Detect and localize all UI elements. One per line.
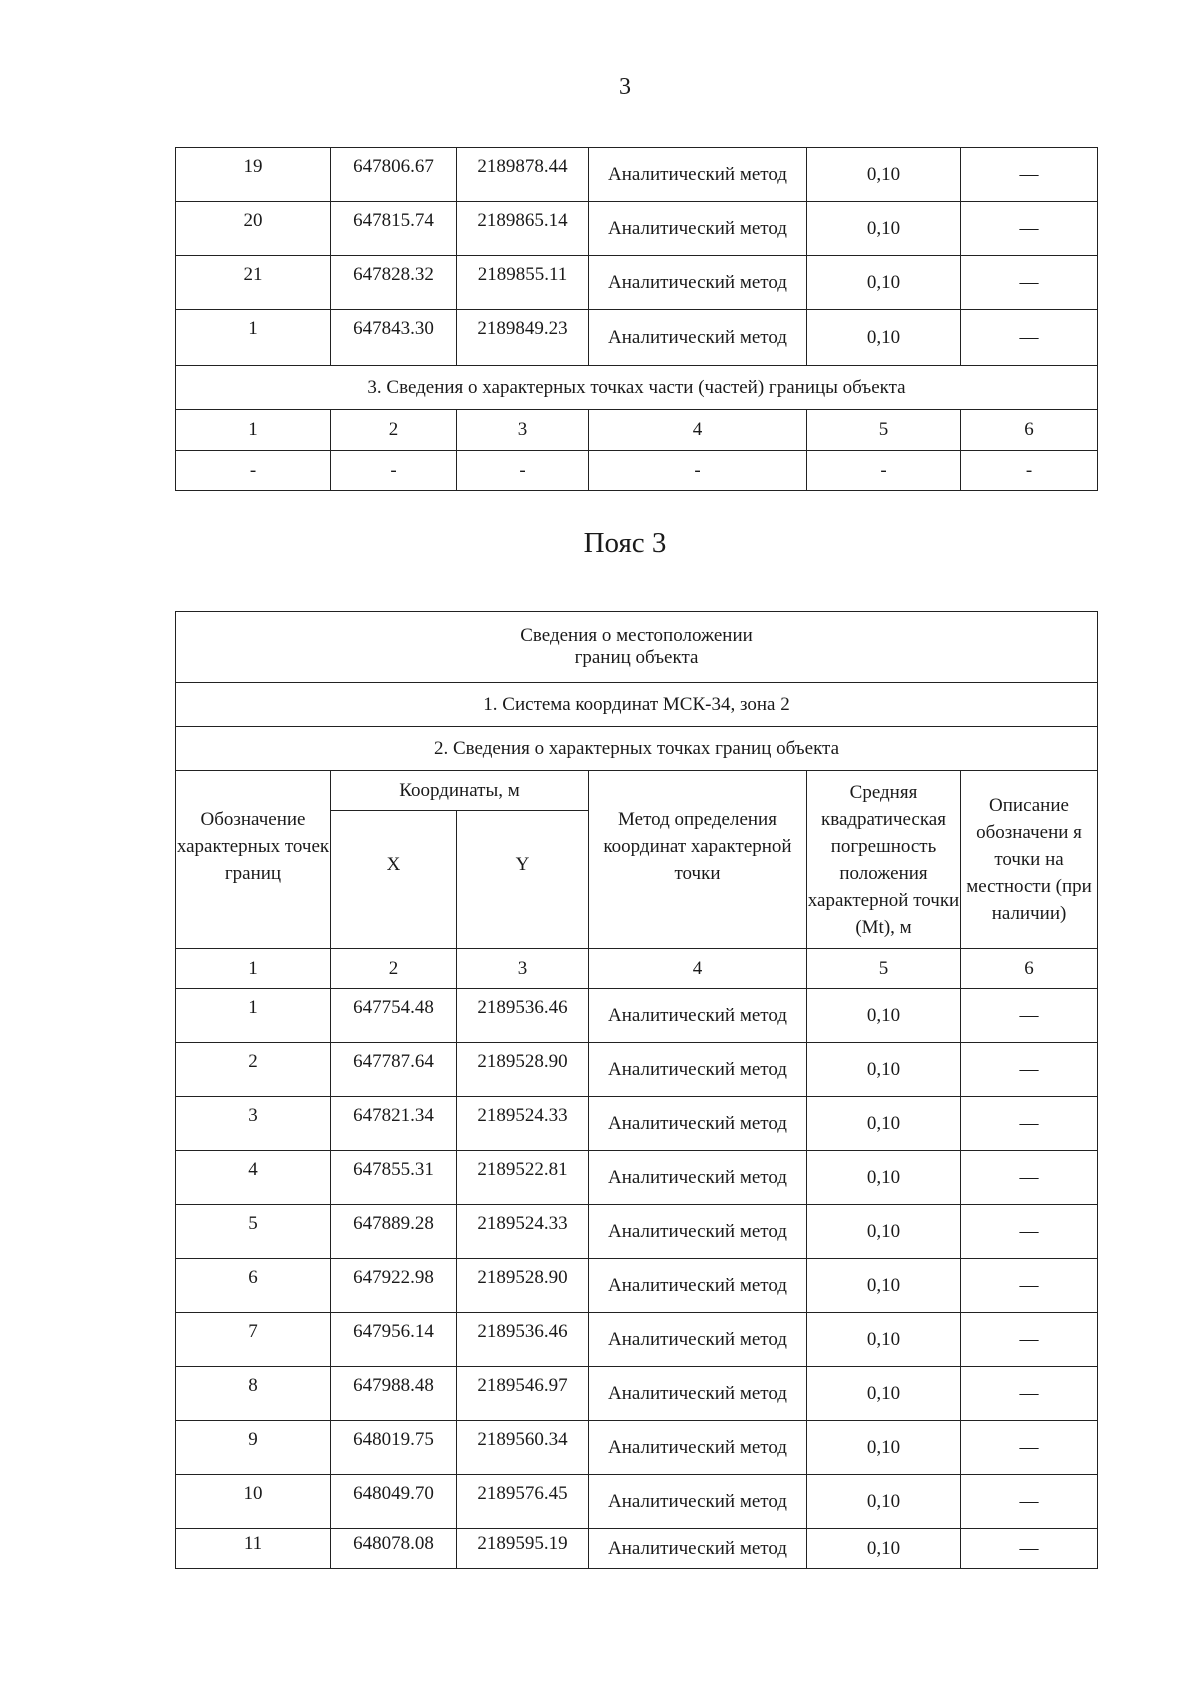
point-cell: 6 — [176, 1259, 331, 1313]
x-cell: 647956.14 — [331, 1313, 457, 1367]
point-cell: 10 — [176, 1475, 331, 1529]
y-cell: 2189595.19 — [457, 1529, 589, 1569]
x-cell: 648019.75 — [331, 1421, 457, 1475]
table-row — [176, 1097, 1098, 1151]
mt-cell: 0,10 — [807, 1097, 961, 1151]
header-coordinates: Координаты, м — [331, 771, 589, 811]
table-row — [176, 256, 1098, 310]
desc-cell: — — [961, 1313, 1098, 1367]
point-cell: 2 — [176, 1043, 331, 1097]
mt-cell: 0,10 — [807, 148, 961, 202]
mt-cell: 0,10 — [807, 202, 961, 256]
point-cell: 21 — [176, 256, 331, 310]
method-cell: Аналитический метод — [589, 1205, 807, 1259]
header-description: Описание обозначени я точки на местности (при наличии) — [961, 771, 1098, 949]
mt-cell: 0,10 — [807, 1043, 961, 1097]
point-cell: 7 — [176, 1313, 331, 1367]
mt-cell: 0,10 — [807, 310, 961, 366]
x-cell: 647843.30 — [331, 310, 457, 366]
table-row — [176, 148, 1098, 202]
desc-cell: — — [961, 1475, 1098, 1529]
coord-system: 1. Система координат МСК-34, зона 2 — [176, 683, 1098, 727]
method-cell: Аналитический метод — [589, 148, 807, 202]
desc-cell: — — [961, 202, 1098, 256]
empty-cell: - — [961, 451, 1098, 491]
x-cell: 647855.31 — [331, 1151, 457, 1205]
x-cell: 647889.28 — [331, 1205, 457, 1259]
method-cell: Аналитический метод — [589, 1367, 807, 1421]
table-row — [176, 1205, 1098, 1259]
y-cell: 2189878.44 — [457, 148, 589, 202]
section-heading: Пояс 3 — [583, 527, 667, 559]
mt-cell: 0,10 — [807, 1313, 961, 1367]
x-cell: 647787.64 — [331, 1043, 457, 1097]
x-cell: 647922.98 — [331, 1259, 457, 1313]
desc-cell: — — [961, 1259, 1098, 1313]
mt-cell: 0,10 — [807, 1421, 961, 1475]
table-title-line1: Сведения о местоположении — [520, 625, 753, 646]
method-cell: Аналитический метод — [589, 1421, 807, 1475]
part-section-title: 3. Сведения о характерных точках части (частей) границы объекта — [176, 366, 1098, 410]
y-cell: 2189536.46 — [457, 1313, 589, 1367]
table-row — [176, 310, 1098, 366]
y-cell: 2189536.46 — [457, 989, 589, 1043]
empty-cell: - — [457, 451, 589, 491]
column-number: 2 — [331, 410, 457, 451]
points-section-title: 2. Сведения о характерных точках границ объекта — [176, 727, 1098, 771]
mt-cell: 0,10 — [807, 1259, 961, 1313]
desc-cell: — — [961, 1151, 1098, 1205]
mt-cell: 0,10 — [807, 1205, 961, 1259]
point-cell: 3 — [176, 1097, 331, 1151]
method-cell: Аналитический метод — [589, 989, 807, 1043]
y-cell: 2189560.34 — [457, 1421, 589, 1475]
table-row — [176, 1367, 1098, 1421]
column-number: 3 — [457, 949, 589, 989]
y-cell: 2189855.11 — [457, 256, 589, 310]
table-row — [176, 1259, 1098, 1313]
table-title-line2: границ объекта — [574, 647, 699, 668]
x-cell: 647815.74 — [331, 202, 457, 256]
method-cell: Аналитический метод — [589, 1529, 807, 1569]
x-cell: 648078.08 — [331, 1529, 457, 1569]
table-row — [176, 989, 1098, 1043]
method-cell: Аналитический метод — [589, 1097, 807, 1151]
column-number-row — [176, 949, 1098, 989]
column-number: 6 — [961, 949, 1098, 989]
header-mt: Средняя квадратическая погрешность положения характерной точки (Mt), м — [807, 771, 961, 949]
empty-row — [176, 451, 1098, 491]
mt-cell: 0,10 — [807, 1475, 961, 1529]
y-cell: 2189546.97 — [457, 1367, 589, 1421]
empty-cell: - — [176, 451, 331, 491]
method-cell: Аналитический метод — [589, 256, 807, 310]
header-y: Y — [457, 811, 589, 949]
method-cell: Аналитический метод — [589, 202, 807, 256]
table-row — [176, 1475, 1098, 1529]
method-cell: Аналитический метод — [589, 1313, 807, 1367]
desc-cell: — — [961, 1043, 1098, 1097]
point-cell: 9 — [176, 1421, 331, 1475]
mt-cell: 0,10 — [807, 1151, 961, 1205]
table-row — [176, 1421, 1098, 1475]
mt-cell: 0,10 — [807, 1529, 961, 1569]
point-cell: 1 — [176, 310, 331, 366]
point-cell: 11 — [176, 1529, 331, 1569]
method-cell: Аналитический метод — [589, 1259, 807, 1313]
table-row — [176, 1151, 1098, 1205]
desc-cell: — — [961, 1421, 1098, 1475]
y-cell: 2189849.23 — [457, 310, 589, 366]
table-title — [176, 612, 1098, 683]
desc-cell: — — [961, 1097, 1098, 1151]
method-cell: Аналитический метод — [589, 1151, 807, 1205]
boundary-points-table-continued — [175, 147, 1098, 491]
desc-cell: — — [961, 1367, 1098, 1421]
y-cell: 2189865.14 — [457, 202, 589, 256]
point-cell: 5 — [176, 1205, 331, 1259]
y-cell: 2189524.33 — [457, 1205, 589, 1259]
method-cell: Аналитический метод — [589, 310, 807, 366]
point-cell: 1 — [176, 989, 331, 1043]
point-cell: 4 — [176, 1151, 331, 1205]
table-row — [176, 1313, 1098, 1367]
desc-cell: — — [961, 1529, 1098, 1569]
column-number: 1 — [176, 949, 331, 989]
empty-cell: - — [807, 451, 961, 491]
column-number: 1 — [176, 410, 331, 451]
empty-cell: - — [589, 451, 807, 491]
column-number: 5 — [807, 410, 961, 451]
boundary-points-table — [175, 611, 1098, 1569]
x-cell: 647828.32 — [331, 256, 457, 310]
point-cell: 8 — [176, 1367, 331, 1421]
desc-cell: — — [961, 310, 1098, 366]
table-row — [176, 1043, 1098, 1097]
desc-cell: — — [961, 1205, 1098, 1259]
header-method: Метод определения координат характерной точки — [589, 771, 807, 949]
table-row — [176, 202, 1098, 256]
empty-cell: - — [331, 451, 457, 491]
y-cell: 2189576.45 — [457, 1475, 589, 1529]
desc-cell: — — [961, 989, 1098, 1043]
x-cell: 647754.48 — [331, 989, 457, 1043]
header-x: X — [331, 811, 457, 949]
mt-cell: 0,10 — [807, 256, 961, 310]
column-number: 2 — [331, 949, 457, 989]
method-cell: Аналитический метод — [589, 1043, 807, 1097]
header-point-designation: Обозначение характерных точек границ — [176, 771, 331, 949]
y-cell: 2189522.81 — [457, 1151, 589, 1205]
column-number: 5 — [807, 949, 961, 989]
y-cell: 2189524.33 — [457, 1097, 589, 1151]
x-cell: 647988.48 — [331, 1367, 457, 1421]
column-number: 3 — [457, 410, 589, 451]
table-row — [176, 1529, 1098, 1569]
point-cell: 20 — [176, 202, 331, 256]
mt-cell: 0,10 — [807, 1367, 961, 1421]
x-cell: 647821.34 — [331, 1097, 457, 1151]
column-number: 6 — [961, 410, 1098, 451]
y-cell: 2189528.90 — [457, 1259, 589, 1313]
y-cell: 2189528.90 — [457, 1043, 589, 1097]
mt-cell: 0,10 — [807, 989, 961, 1043]
column-number-row — [176, 410, 1098, 451]
desc-cell: — — [961, 256, 1098, 310]
point-cell: 19 — [176, 148, 331, 202]
desc-cell: — — [961, 148, 1098, 202]
page-number: 3 — [619, 74, 631, 100]
column-number: 4 — [589, 410, 807, 451]
x-cell: 647806.67 — [331, 148, 457, 202]
method-cell: Аналитический метод — [589, 1475, 807, 1529]
column-number: 4 — [589, 949, 807, 989]
x-cell: 648049.70 — [331, 1475, 457, 1529]
